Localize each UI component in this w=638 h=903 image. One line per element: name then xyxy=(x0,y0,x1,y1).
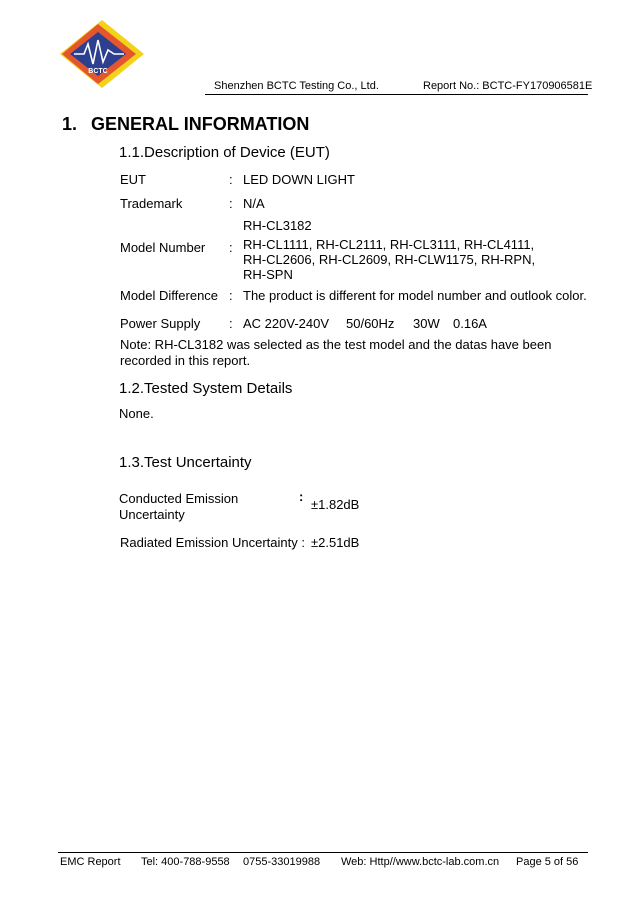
model-primary: RH-CL3182 xyxy=(243,218,312,233)
footer-rule xyxy=(58,852,588,853)
subsection-description: 1.1.Description of Device (EUT) xyxy=(119,144,330,161)
radiated-label: Radiated Emission Uncertainty : xyxy=(120,535,305,550)
model-difference-colon: : xyxy=(229,288,233,303)
section-title-text: GENERAL INFORMATION xyxy=(91,114,310,134)
trademark-value: N/A xyxy=(243,196,265,211)
footer-page: Page 5 of 56 xyxy=(516,856,579,868)
conducted-label-line2: Uncertainty xyxy=(119,507,185,522)
note-line1: Note: RH-CL3182 was selected as the test model and the datas have been xyxy=(120,337,552,352)
section-title xyxy=(62,114,309,135)
footer-report-type: EMC Report xyxy=(60,856,121,868)
section-number: 1. xyxy=(62,114,78,134)
eut-label: EUT xyxy=(120,172,146,187)
model-list-line2: RH-CL2606, RH-CL2609, RH-CLW1175, RH-RPN, xyxy=(243,252,536,267)
tested-system-value: None. xyxy=(119,406,154,421)
trademark-label: Trademark xyxy=(120,196,183,211)
note-line2: recorded in this report. xyxy=(120,353,251,368)
power-supply-label: Power Supply xyxy=(120,316,201,331)
radiated-value: ±2.51dB xyxy=(311,535,360,550)
logo-text: BCTC xyxy=(88,68,108,75)
power-supply-colon: : xyxy=(229,316,233,331)
model-difference-value: The product is different for model number and outlook color. xyxy=(243,288,587,303)
conducted-colon: : xyxy=(299,489,304,504)
model-number-colon: : xyxy=(229,240,233,255)
model-list-line3: RH-SPN xyxy=(243,267,293,282)
eut-colon: : xyxy=(229,172,233,187)
model-difference-label: Model Difference xyxy=(120,288,219,303)
trademark-colon: : xyxy=(229,196,233,211)
subsection-tested-system: 1.2.Tested System Details xyxy=(119,380,293,397)
power-current: 0.16A xyxy=(453,316,487,331)
header-report-no: Report No.: BCTC-FY170906581E xyxy=(423,80,593,92)
footer-tel: Tel: 400-788-9558 xyxy=(141,856,230,868)
conducted-value: ±1.82dB xyxy=(311,497,360,512)
power-voltage: AC 220V-240V xyxy=(243,316,330,331)
subsection-uncertainty: 1.3.Test Uncertainty xyxy=(119,454,252,471)
conducted-label-line1: Conducted Emission xyxy=(119,491,239,506)
power-frequency: 50/60Hz xyxy=(346,316,395,331)
footer-phone2: 0755-33019988 xyxy=(243,856,321,868)
bctc-logo xyxy=(58,18,146,90)
header-company: Shenzhen BCTC Testing Co., Ltd. xyxy=(214,80,379,92)
header-rule xyxy=(205,94,588,95)
power-watt: 30W xyxy=(413,316,440,331)
footer-web: Web: Http//www.bctc-lab.com.cn xyxy=(341,856,500,868)
model-number-label: Model Number xyxy=(120,240,206,255)
model-list-line1: RH-CL1111, RH-CL2111, RH-CL3111, RH-CL4111, xyxy=(243,237,535,252)
eut-value: LED DOWN LIGHT xyxy=(243,172,355,187)
